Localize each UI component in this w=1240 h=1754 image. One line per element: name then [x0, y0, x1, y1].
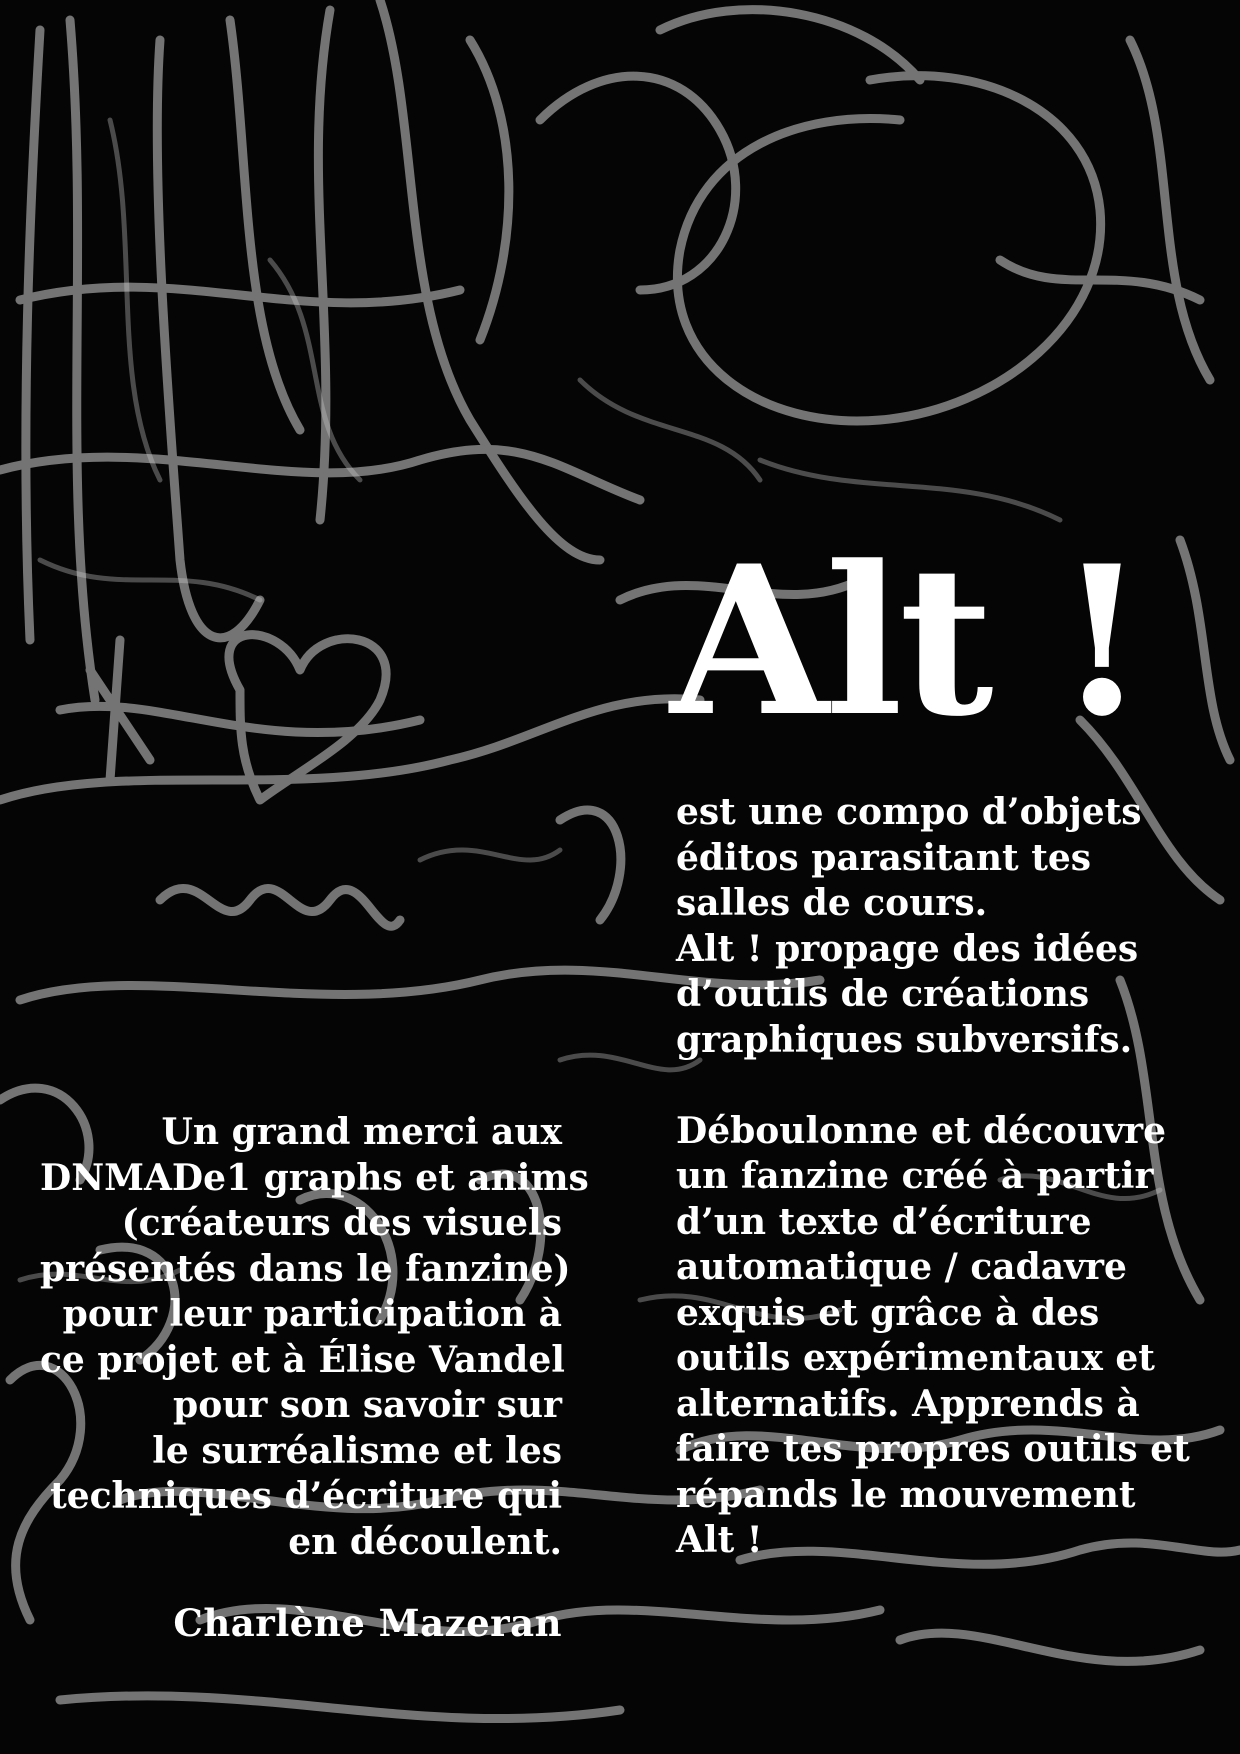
- thanks-line: pour leur participation à: [62, 1293, 562, 1335]
- author-signature: Charlène Mazeran: [173, 1601, 562, 1645]
- intro-line: salles de cours.: [676, 882, 988, 924]
- thanks-line: (créateurs des visuels: [121, 1202, 562, 1244]
- page-title: Alt !: [670, 522, 1143, 762]
- body-line: répands le mouvement: [676, 1473, 1136, 1516]
- thanks-line: ce projet et à Élise Vandel: [40, 1338, 565, 1381]
- intro-line: est une compo d’objets: [676, 791, 1142, 833]
- thanks-line: Un grand merci aux: [161, 1111, 562, 1153]
- body-paragraph: [676, 1109, 1190, 1564]
- intro-line: Alt ! propage des idées: [676, 927, 1139, 970]
- body-line: un fanzine créé à partir: [676, 1155, 1154, 1197]
- thanks-line: en découlent.: [288, 1520, 562, 1563]
- body-line: outils expérimentaux et: [676, 1337, 1155, 1379]
- acknowledgements-column: [40, 1110, 589, 1647]
- thanks-paragraph: [40, 1110, 589, 1565]
- body-line: automatique / cadavre: [676, 1246, 1127, 1288]
- intro-line: d’outils de créations: [676, 973, 1090, 1015]
- thanks-line: pour son savoir sur: [173, 1384, 562, 1426]
- body-line: exquis et grâce à des: [676, 1291, 1100, 1334]
- description-column: [676, 790, 1190, 1564]
- intro-line: éditos parasitant tes: [676, 836, 1092, 879]
- thanks-line: DNMADe1 graphs et anims: [40, 1156, 589, 1199]
- body-line: Alt !: [676, 1519, 763, 1561]
- intro-line: graphiques subversifs.: [676, 1018, 1133, 1061]
- body-line: Déboulonne et découvre: [676, 1109, 1166, 1152]
- thanks-line: présentés dans le fanzine): [40, 1247, 571, 1290]
- intro-paragraph: [676, 790, 1176, 1063]
- thanks-line: techniques d’écriture qui: [50, 1475, 562, 1517]
- body-line: alternatifs. Apprends à: [676, 1382, 1140, 1425]
- body-line: d’un texte d’écriture: [676, 1200, 1092, 1243]
- thanks-line: le surréalisme et les: [152, 1429, 562, 1472]
- body-line: faire tes propres outils et: [676, 1428, 1190, 1470]
